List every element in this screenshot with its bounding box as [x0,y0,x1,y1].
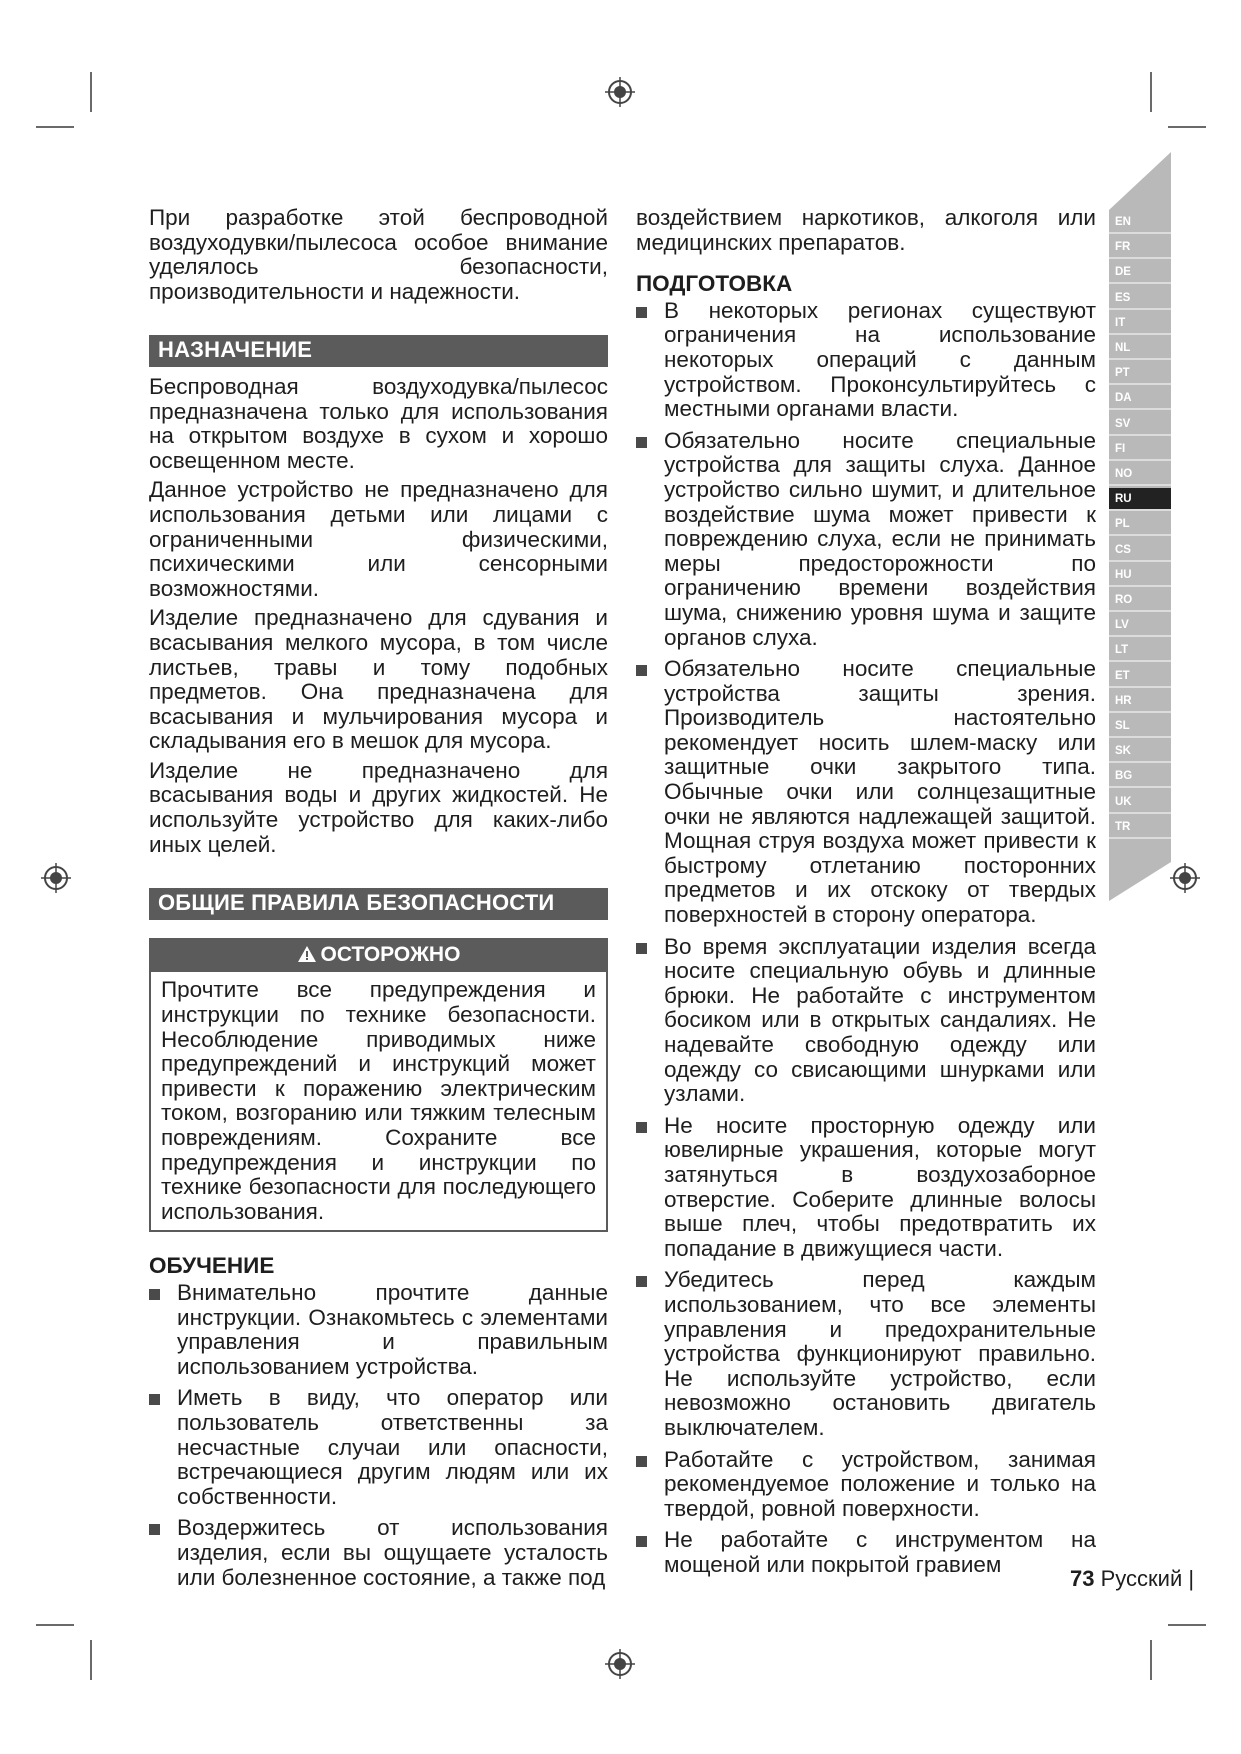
list-item [636,1268,1096,1440]
bullet-square-icon [636,307,647,318]
language-tab-pl[interactable]: PL [1109,513,1171,536]
crop-mark [1168,1624,1206,1626]
crop-mark [1150,1640,1152,1680]
list-item [636,1114,1096,1262]
purpose-paragraph: Данное устройство не предназначено для использования детьми или лицами с ограниченными физическими, психическими или сенсорными возможностями. [149,477,608,601]
list-item-text: Убедитесь перед каждым использованием, что все элементы управления и предохранительные устройства функционируют правильно. Не используйте устройство, если невозможно остановить двигатель выключателем. [664,1267,1096,1440]
page-number: 73 [1070,1566,1095,1591]
list-item [636,1448,1096,1522]
purpose-paragraph: Изделие предназначено для сдувания и всасывания мелкого мусора, в том числе листьев, травы и тому подобных предметов. Она предназначена для всасывания и мульчирования мусора и складывания его в мешок для мусора. [149,605,608,754]
language-tab-es[interactable]: ES [1109,287,1171,310]
language-tab-tr[interactable]: TR [1109,816,1171,839]
list-item-text: Обязательно носите специальные устройства для защиты слуха. Данное устройство сильно шумит, и длительное воздействие шума может привести к повреждению слуха, если не принимать меры предосторожности по ограничению времени воздействия шума, снижению уровня шума и защите органов слуха. [664,427,1096,650]
language-tab-pt[interactable]: PT [1109,362,1171,385]
language-tab-lt[interactable]: LT [1109,639,1171,662]
language-tab-lv[interactable]: LV [1109,614,1171,637]
list-item-text: Обязательно носите специальные устройства защиты зрения. Производитель настоятельно рекомендует носить шлем-маску или защитные очки закрытого типа. Обычные очки или солнцезащитные очки не являются надлежащей защитой. Мощная струя воздуха может привести к быстрому отлетанию посторонних предметов и их отскоку от твердых поверхностей в сторону оператора. [664,656,1096,928]
bullet-square-icon [636,1456,647,1467]
registration-mark-icon [1169,862,1201,894]
footer-language: Русский | [1100,1566,1195,1591]
language-tab-sl[interactable]: SL [1109,715,1171,738]
language-tab-bg[interactable]: BG [1109,765,1171,788]
list-item [149,1516,608,1590]
crop-mark [1168,126,1206,128]
list-item-text: Воздержитесь от использования изделия, если вы ощущаете усталость или болезненное состояние, а также под [177,1515,608,1590]
language-tab-en[interactable]: EN [1109,211,1171,234]
list-item [636,657,1096,928]
registration-mark-icon [604,76,636,108]
language-tab-de[interactable]: DE [1109,261,1171,284]
language-tab-sk[interactable]: SK [1109,740,1171,763]
bullet-square-icon [636,665,647,676]
crop-mark [90,72,92,112]
crop-mark [90,1640,92,1680]
language-tab-no[interactable]: NO [1109,463,1171,486]
language-tab-fi[interactable]: FI [1109,438,1171,461]
page-footer [1070,1566,1194,1592]
registration-mark-icon [40,862,72,894]
bullet-square-icon [636,1536,647,1547]
language-tab-nl[interactable]: NL [1109,337,1171,360]
language-tab-ru[interactable]: RU [1109,488,1171,511]
bullet-square-icon [636,437,647,448]
language-tab-sv[interactable]: SV [1109,413,1171,436]
list-item-text: Работайте с устройством, занимая рекомендуемое положение и только на твердой, ровной поверхности. [664,1446,1096,1521]
list-item [636,935,1096,1107]
list-item-text: Не работайте с инструментом на мощеной или покрытой гравием [664,1527,1096,1577]
list-item [636,299,1096,422]
right-column [636,206,1096,1584]
language-tab-da[interactable]: DA [1109,387,1171,410]
registration-mark-icon [604,1648,636,1680]
crop-mark [36,1624,74,1626]
language-tab-ro[interactable]: RO [1109,589,1171,612]
list-item [636,429,1096,650]
warning-title: ОСТОРОЖНО [320,942,461,966]
language-tab-cs[interactable]: CS [1109,539,1171,562]
left-column [149,206,608,1597]
bullet-square-icon [149,1524,160,1535]
bullet-square-icon [636,1122,647,1133]
language-tab-fr[interactable]: FR [1109,236,1171,259]
warning-text: Прочтите все предупреждения и инструкции по технике безопасности. Несоблюдение приводимых ниже предупреждений и инструкций может привести к поражению электрическим током, возгоранию или тяжким телесным повреждениям. Сохраните все предупреждения и инструкции по технике безопасности для последующего использования. [161,977,596,1224]
section-heading-preparation: ПОДГОТОВКА [636,271,793,297]
language-tab-hr[interactable]: HR [1109,690,1171,713]
list-item [149,1386,608,1509]
section-heading-safety: ОБЩИЕ ПРАВИЛА БЕЗОПАСНОСТИ [149,888,608,920]
continuation-paragraph: воздействием наркотиков, алкоголя или медицинских препаратов. [636,205,1096,255]
intro-paragraph: При разработке этой беспроводной воздуходувки/пылесоса особое внимание уделялось безопасности, производительности и надежности. [149,205,608,304]
language-tab-uk[interactable]: UK [1109,791,1171,814]
purpose-paragraph: Изделие не предназначено для всасывания воды и других жидкостей. Не используйте устройство для каких-либо иных целей. [149,757,608,857]
list-item-text: Во время эксплуатации изделия всегда носите специальную обувь и длинные брюки. Не работайте с инструментом босиком или в открытых сандалиях. Не надевайте свободную одежду или одежду со свисающими шнурками или узлами. [664,933,1096,1107]
bullet-square-icon [149,1394,160,1405]
warning-header [151,940,606,973]
list-item-text: В некоторых регионах существуют ограничения на использование некоторых операций с данным устройством. Проконсультируйтесь с местными органами власти. [664,297,1096,422]
purpose-paragraph: Беспроводная воздуходувка/пылесос предназначена только для использования на открытом воздухе в сухом и хорошо освещенном месте. [149,373,608,473]
list-item-text: Внимательно прочтите данные инструкции. Ознакомьтесь с элементами управления и правильным использованием устройства. [177,1279,608,1379]
list-item-text: Не носите просторную одежду или ювелирные украшения, которые могут затянуться в воздухозаборное отверстие. Соберите длинные волосы выше плеч, чтобы предотвратить их попадание в движущиеся части. [664,1112,1096,1261]
section-heading-training: ОБУЧЕНИЕ [149,1253,275,1279]
crop-mark [1150,72,1152,112]
language-tab-it[interactable]: IT [1109,312,1171,335]
language-tab-hu[interactable]: HU [1109,564,1171,587]
bullet-square-icon [636,1276,647,1287]
list-item-text: Иметь в виду, что оператор или пользователь ответственны за несчастные случаи или опасности, встречающиеся другим людям или их собственности. [177,1385,608,1509]
list-item [636,1528,1096,1577]
warning-box [149,938,608,1233]
section-heading-purpose: НАЗНАЧЕНИЕ [149,335,608,367]
language-tab-et[interactable]: ET [1109,665,1171,688]
bullet-square-icon [149,1289,160,1300]
bullet-square-icon [636,943,647,954]
list-item [149,1281,608,1379]
crop-mark [36,126,74,128]
warning-triangle-icon [297,945,317,963]
